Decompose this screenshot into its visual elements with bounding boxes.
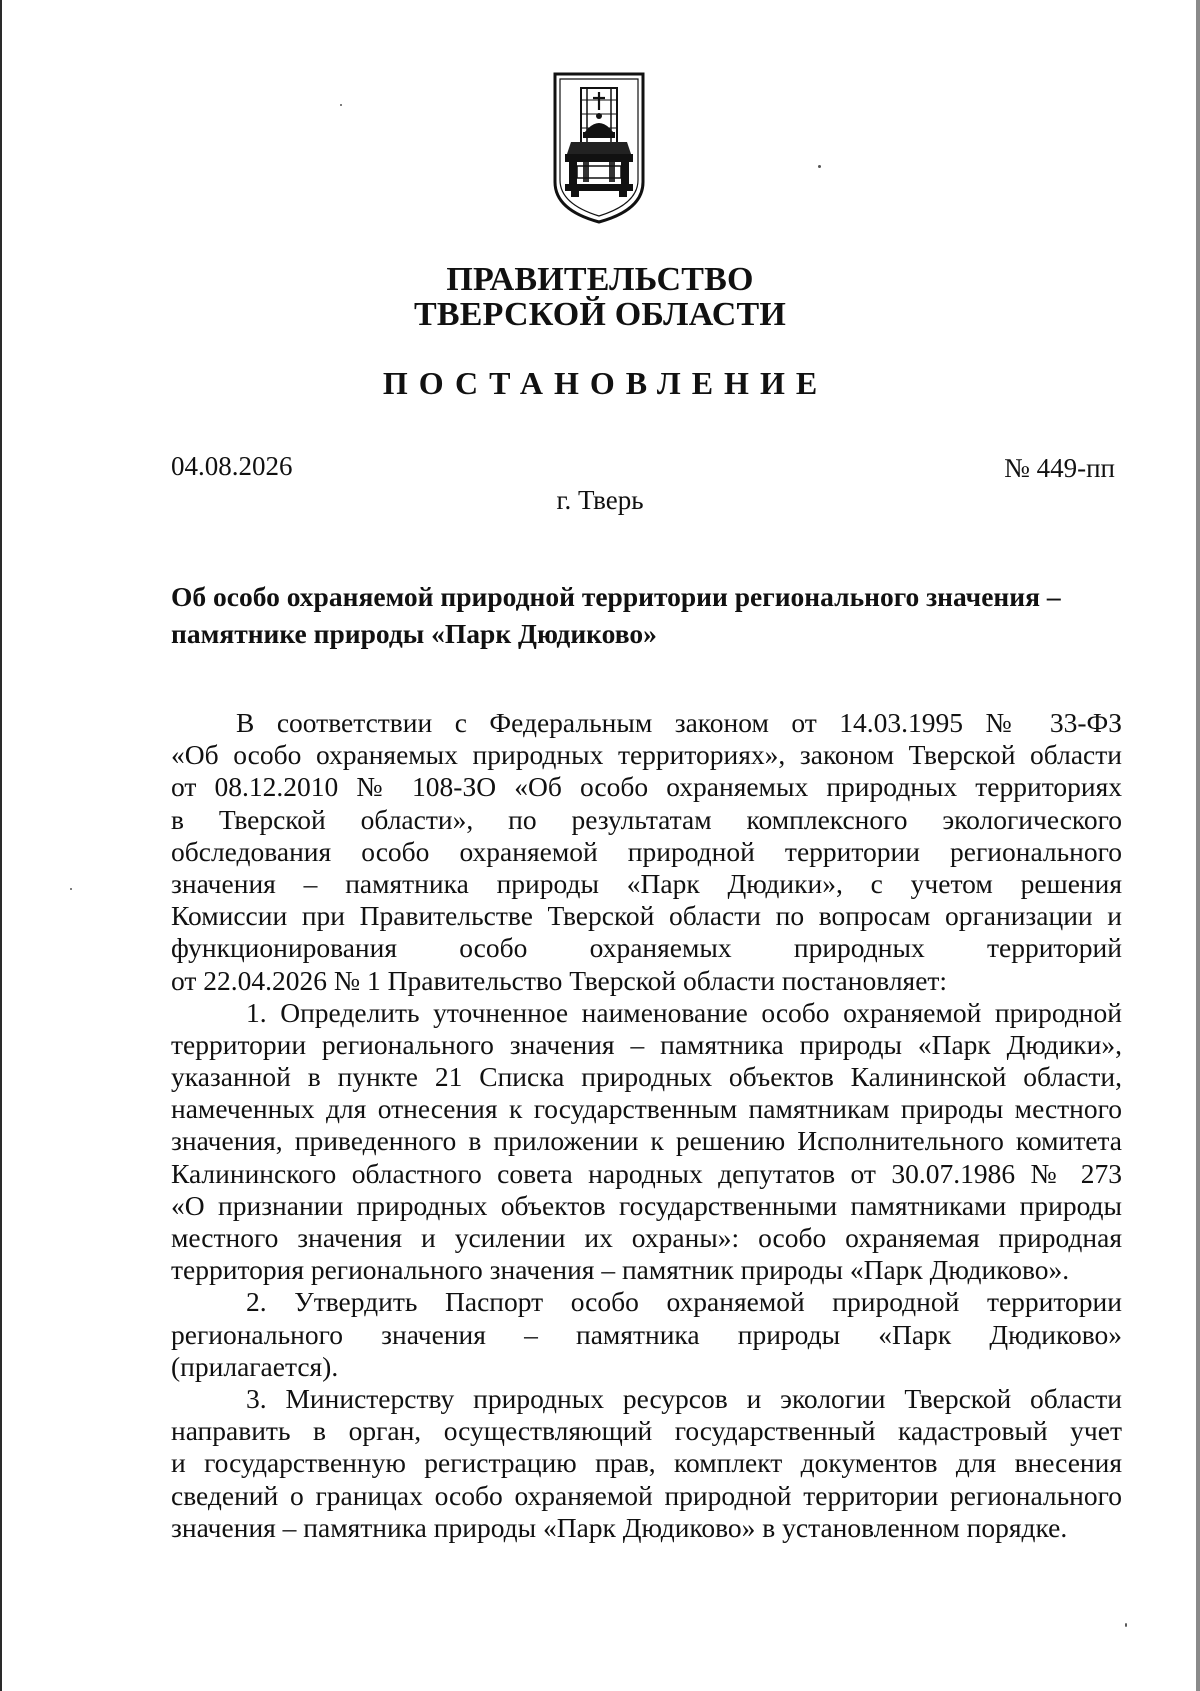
paragraph-line: регионального значения – памятника природы «Парк Дюдиково»: [171, 1318, 1122, 1350]
scan-speck: [340, 104, 342, 106]
paragraph-line: функционирования особо охраняемых природных территорий: [171, 932, 1122, 964]
paragraph-line: В соответствии с Федеральным законом от 14.03.1995 № 33-ФЗ: [236, 707, 1122, 738]
paragraph-line: направить в орган, осуществляющий государственный кадастровый учет: [171, 1415, 1122, 1447]
paragraph-line: указанной в пункте 21 Списка природных объектов Калининской области,: [171, 1061, 1122, 1093]
document-number: № 449-пп: [1004, 453, 1115, 483]
paragraph-line: в Тверской области», по результатам комплексного экологического: [171, 803, 1122, 835]
paragraph-line: «Об особо охраняемых природных территориях», законом Тверской области: [171, 739, 1122, 771]
scan-speck: [70, 888, 72, 890]
paragraph-line: Калининского областного совета народных депутатов от 30.07.1986 № 273: [171, 1157, 1122, 1189]
paragraph-line: (прилагается).: [171, 1350, 339, 1382]
paragraph-line: значения, приведенного в приложении к решению Исполнительного комитета: [171, 1125, 1122, 1157]
paragraph-line: значения – памятника природы «Парк Дюдиково» в установленном порядке.: [171, 1511, 1068, 1543]
scan-right-edge: [1196, 0, 1200, 1691]
paragraph-line: 3. Министерству природных ресурсов и экологии Тверской области: [246, 1382, 1122, 1414]
paragraph-line: обследования особо охраняемой природной территории регионального: [171, 835, 1122, 867]
paragraph-item-1: [171, 997, 1122, 1287]
paragraph-line: от 22.04.2026 № 1 Правительство Тверской области постановляет:: [171, 964, 948, 996]
paragraph-line: значения – памятника природы «Парк Дюдики», с учетом решения: [171, 867, 1122, 899]
paragraph-item-3: [171, 1383, 1122, 1544]
paragraph-line: сведений о границах особо охраняемой природной территории регионального: [171, 1479, 1122, 1511]
paragraph-line: территория регионального значения – памятник природы «Парк Дюдиково».: [171, 1254, 1070, 1286]
document-body: [171, 707, 1122, 1544]
document-city: г. Тверь: [556, 485, 644, 515]
title-line: памятнике природы «Парк Дюдиково»: [171, 618, 657, 649]
paragraph-line: 2. Утвердить Паспорт особо охраняемой природной территории: [246, 1286, 1122, 1318]
paragraph-line: от 08.12.2010 № 108-ЗО «Об особо охраняемых природных территориях: [171, 771, 1122, 803]
org-name-line-2: ТВЕРСКОЙ ОБЛАСТИ: [413, 296, 787, 333]
paragraph-line: «О признании природных объектов государственными памятниками природы: [171, 1189, 1122, 1221]
tver-oblast-coat-of-arms-icon: [551, 70, 647, 226]
paragraph-line: и государственную регистрацию прав, комплект документов для внесения: [171, 1447, 1122, 1479]
document-type: ПОСТАНОВЛЕНИЕ: [382, 365, 829, 401]
scan-speck: [1125, 1623, 1127, 1627]
paragraph-line: местного значения и усилении их охраны»: особо охраняемая природная: [171, 1222, 1122, 1253]
paragraph-line: 1. Определить уточненное наименование особо охраняемой природной: [246, 996, 1122, 1028]
org-name-line-1: ПРАВИТЕЛЬСТВО: [446, 261, 754, 298]
title-line: Об особо охраняемой природной территории регионального значения –: [171, 581, 1061, 612]
document-date: 04.08.2026: [171, 451, 293, 481]
paragraph-line: территории регионального значения – памятника природы «Парк Дюдики»,: [171, 1028, 1122, 1060]
paragraph-item-2: [171, 1286, 1122, 1383]
document-title: [171, 578, 1121, 652]
paragraph-line: Комиссии при Правительстве Тверской области по вопросам организации и: [171, 900, 1122, 932]
scan-left-edge: [0, 0, 2, 1691]
paragraph-line: намеченных для отнесения к государственным памятникам природы местного: [171, 1093, 1122, 1125]
scan-speck: [818, 165, 821, 168]
paragraph-preamble: [171, 707, 1122, 997]
